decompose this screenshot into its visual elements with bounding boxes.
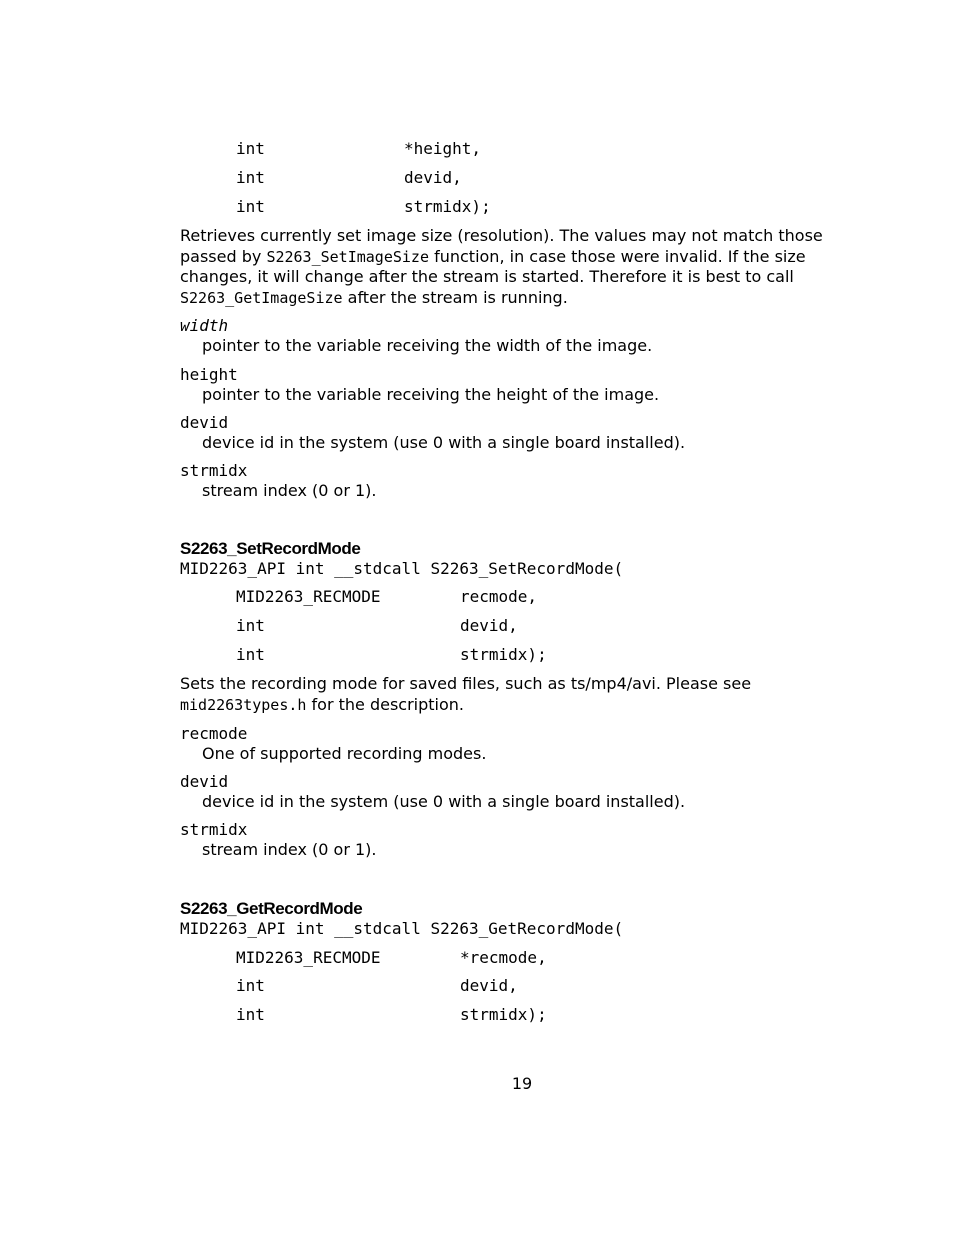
argument-description: pointer to the variable receiving the width of the image.	[202, 336, 653, 355]
param-type: int	[236, 1005, 265, 1024]
param-type: MID2263_RECMODE	[236, 948, 381, 967]
param-type: int	[236, 139, 265, 158]
argument-description: One of supported recording modes.	[202, 744, 487, 763]
function-signature: MID2263_API int __stdcall S2263_GetRecordMode(	[180, 919, 624, 938]
param-name: devid,	[460, 616, 518, 635]
argument-name: strmidx	[180, 820, 248, 839]
param-name: *height,	[404, 139, 482, 158]
param-name: *recmode,	[460, 948, 547, 967]
function-signature: MID2263_API int __stdcall S2263_SetRecordMode(	[180, 559, 624, 578]
function-description: Retrieves currently set image size (resolution). The values may not match those passed by S2263_SetImageSize function, in case those were invalid. If the size changes, it will change after the stream is started. Therefore it is best to call S2263_GetImageSize after the stream is running.	[180, 226, 823, 307]
param-name: devid,	[460, 976, 518, 995]
argument-name: height	[180, 365, 238, 384]
section-heading: S2263_GetRecordMode	[180, 899, 363, 918]
argument-name: width	[180, 316, 229, 335]
argument-name: devid	[180, 413, 229, 432]
argument-description: device id in the system (use 0 with a single board installed).	[202, 792, 686, 811]
param-name: devid,	[404, 168, 462, 187]
param-name: strmidx);	[404, 197, 491, 216]
param-type: int	[236, 197, 265, 216]
param-type: int	[236, 616, 265, 635]
section-heading: S2263_SetRecordMode	[180, 539, 361, 558]
argument-description: pointer to the variable receiving the height of the image.	[202, 385, 660, 404]
param-name: recmode,	[460, 587, 538, 606]
argument-name: devid	[180, 772, 229, 791]
param-type: int	[236, 976, 265, 995]
argument-name: strmidx	[180, 461, 248, 480]
argument-description: device id in the system (use 0 with a single board installed).	[202, 433, 686, 452]
argument-description: stream index (0 or 1).	[202, 840, 377, 859]
page-number: 19	[511, 1074, 533, 1093]
function-description: Sets the recording mode for saved files, such as ts/mp4/avi. Please see mid2263types.h for the description.	[180, 674, 752, 714]
argument-name: recmode	[180, 724, 248, 743]
param-type: int	[236, 168, 265, 187]
param-name: strmidx);	[460, 645, 547, 664]
param-type: int	[236, 645, 265, 664]
param-name: strmidx);	[460, 1005, 547, 1024]
argument-description: stream index (0 or 1).	[202, 481, 377, 500]
param-type: MID2263_RECMODE	[236, 587, 381, 606]
